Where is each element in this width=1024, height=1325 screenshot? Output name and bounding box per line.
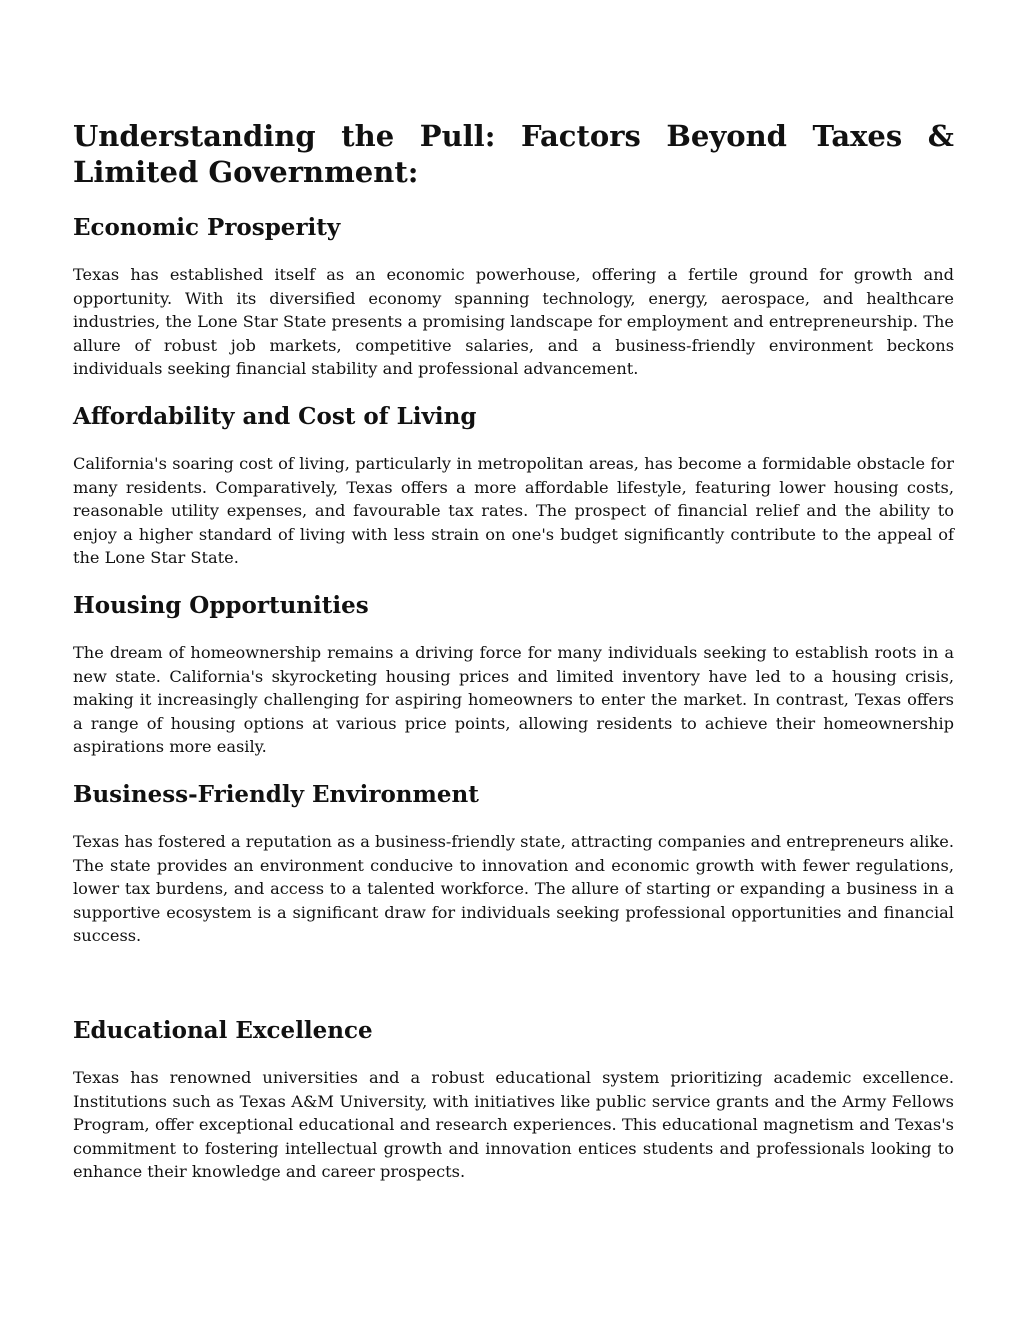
- section-affordability: [73, 402, 954, 570]
- document-page: [73, 118, 954, 1181]
- section-body: Texas has established itself as an economic powerhouse, offering a fertile ground for growth and opportunity. With its diversified economy spanning technology, energy, aerospace, and healthcare industries, the Lone Star State presents a promising landscape for employment and entrepreneurship. The allure of robust job markets, competitive salaries, and a business-friendly environment beckons individuals seeking financial stability and professional advancement.: [73, 265, 954, 378]
- section-housing-opportunities: [73, 591, 954, 759]
- section-body: California's soaring cost of living, particularly in metropolitan areas, has become a formidable obstacle for many residents. Comparatively, Texas offers a more affordable lifestyle, featuring lower housing costs, reasonable utility expenses, and favourable tax rates. The prospect of financial relief and the ability to enjoy a higher standard of living with less strain on one's budget significantly contribute to the appeal of the Lone Star State.: [73, 454, 954, 567]
- section-body: The dream of homeownership remains a driving force for many individuals seeking to establish roots in a new state. California's skyrocketing housing prices and limited inventory have led to a housing crisis, making it increasingly challenging for aspiring homeowners to enter the market. In contrast, Texas offers a range of housing options at various price points, allowing residents to achieve their homeownership aspirations more easily.: [73, 643, 954, 756]
- section-economic-prosperity: [73, 213, 954, 381]
- page-title: Understanding the Pull: Factors Beyond Taxes & Limited Government:: [73, 119, 954, 189]
- section-educational-excellence: [73, 1016, 954, 1184]
- section-business-friendly: [73, 780, 954, 948]
- section-heading: Economic Prosperity: [73, 214, 341, 241]
- section-heading: Housing Opportunities: [73, 592, 369, 619]
- section-heading: Affordability and Cost of Living: [73, 403, 477, 430]
- section-body: Texas has fostered a reputation as a business-friendly state, attracting companies and entrepreneurs alike. The state provides an environment conducive to innovation and economic growth with fewer regulations, lower tax burdens, and access to a talented workforce. The allure of starting or expanding a business in a supportive ecosystem is a significant draw for individuals seeking professional opportunities and financial success.: [73, 832, 954, 945]
- section-heading: Educational Excellence: [73, 1017, 373, 1044]
- section-heading: Business-Friendly Environment: [73, 781, 479, 808]
- section-body: Texas has renowned universities and a robust educational system prioritizing academic excellence. Institutions such as Texas A&M University, with initiatives like public service grants and the Army Fellows Program, offer exceptional educational and research experiences. This educational magnetism and Texas's commitment to fostering intellectual growth and innovation entices students and professionals looking to enhance their knowledge and career prospects.: [73, 1068, 954, 1181]
